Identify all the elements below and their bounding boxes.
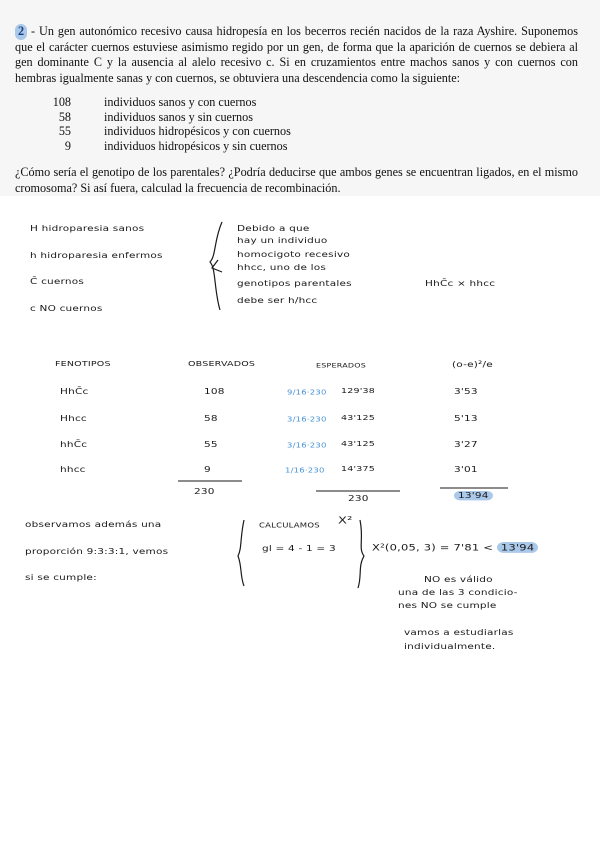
- table-phenotype: hhC̄c: [60, 440, 88, 450]
- chi-symbol: X²: [338, 515, 353, 527]
- table-observed: 58: [204, 414, 218, 424]
- observed-total: 230: [194, 487, 215, 497]
- table-fraction: 3/16·230: [287, 442, 327, 450]
- brace-stroke: [358, 520, 364, 588]
- offspring-text: individuos sanos y sin cuernos: [104, 109, 253, 124]
- table-chi: 3'53: [454, 387, 478, 397]
- calc-label: CALCULAMOS: [259, 522, 320, 530]
- legend-line: H hidroparesia sanos: [30, 224, 145, 234]
- chi-critical-value: 13'94: [497, 542, 538, 553]
- table-fraction: 1/16·230: [285, 467, 325, 475]
- conclusion-line: proporción 9:3:3:1, vemos: [25, 547, 169, 557]
- table-chi: 3'01: [454, 465, 478, 475]
- offspring-text: individuos hidropésicos y sin cuernos: [104, 138, 288, 153]
- legend-line: h hidroparesia enfermos: [30, 251, 163, 261]
- cross-notation: HhC̄c × hhcc: [425, 279, 496, 289]
- offspring-count: 9: [64, 138, 71, 153]
- table-header: FENOTIPOS: [55, 360, 111, 369]
- table-expected: 129'38: [341, 387, 376, 396]
- reasoning-line: hay un individuo: [237, 236, 328, 246]
- problem-number: 2: [15, 24, 27, 40]
- next-step-line: individualmente.: [404, 642, 496, 652]
- next-step-line: vamos a estudiarlas: [404, 628, 514, 638]
- table-fraction: 3/16·230: [287, 416, 327, 424]
- reasoning-line: homocigoto recesivo: [237, 250, 350, 260]
- offspring-count: 58: [58, 109, 71, 124]
- reasoning-line: debe ser h/hcc: [237, 296, 318, 306]
- brace-stroke: [238, 520, 244, 586]
- conclusion-line: si se cumple:: [25, 573, 97, 583]
- legend-line: C̄ cuernos: [30, 277, 85, 287]
- table-observed: 9: [204, 465, 211, 475]
- verdict-line: una de las 3 condicio-: [398, 588, 518, 598]
- table-phenotype: hhcc: [60, 465, 86, 475]
- chi-critical: [372, 542, 538, 553]
- problem-question: ¿Cómo sería el genotipo de los parentales? ¿Podría deducirse que ambos genes se encuentran ligados, en el mismo cromosoma? Si así fuera, calculad la frecuencia de recombinación.: [15, 165, 578, 195]
- table-header: OBSERVADOS: [188, 360, 256, 369]
- reasoning-line: Debido a que: [237, 224, 310, 234]
- offspring-count: 55: [58, 124, 71, 139]
- reasoning-line: hhcc, uno de los: [237, 263, 327, 273]
- table-fraction: 9/16·230: [287, 389, 327, 397]
- table-observed: 55: [204, 440, 218, 450]
- problem-separator: -: [27, 24, 40, 38]
- expected-total: 230: [348, 494, 369, 504]
- table-chi: 5'13: [454, 414, 478, 424]
- table-header: (o-e)²/e: [452, 360, 493, 370]
- table-observed: 108: [204, 387, 225, 397]
- verdict-line: nes NO se cumple: [398, 601, 497, 611]
- chi-total: [454, 491, 493, 500]
- table-expected: 14'375: [341, 465, 376, 474]
- offspring-count: 108: [52, 95, 71, 109]
- degrees-freedom: gl = 4 - 1 = 3: [262, 544, 336, 554]
- conclusion-line: observamos además una: [25, 520, 162, 530]
- reasoning-line: genotipos parentales: [237, 279, 352, 289]
- table-phenotype: Hhcc: [60, 414, 87, 424]
- table-chi: 3'27: [454, 440, 478, 450]
- chi-critical-text: X²(0,05, 3) = 7'81 <: [372, 542, 494, 553]
- table-expected: 43'125: [341, 440, 376, 449]
- problem-statement-text: Un gen autonómico recesivo causa hidropesía en los becerros recién nacidos de la raza Ayshire. Suponemos que el carácter cuernos estuviese asimismo regido por un gen, de forma que la aparición de cuernos se debiera al gen dominante C y la ausencia al alelo recesivo c. Si en cruzamientos entre machos sanos y con cuernos con hembras igualmente sanas y con cuernos, se obtuviera una descendencia como la siguiente:: [15, 24, 578, 85]
- legend-line: c NO cuernos: [30, 304, 103, 314]
- offspring-text: individuos hidropésicos y con cuernos: [104, 124, 291, 139]
- chi-total-value: 13'94: [454, 491, 493, 500]
- offspring-text: individuos sanos y con cuernos: [104, 95, 257, 109]
- verdict-line: NO es válido: [424, 575, 493, 585]
- table-phenotype: HhC̄c: [60, 387, 89, 397]
- table-expected: 43'125: [341, 414, 376, 423]
- table-header: ESPERADOS: [316, 362, 367, 370]
- brace-stroke: [210, 222, 222, 310]
